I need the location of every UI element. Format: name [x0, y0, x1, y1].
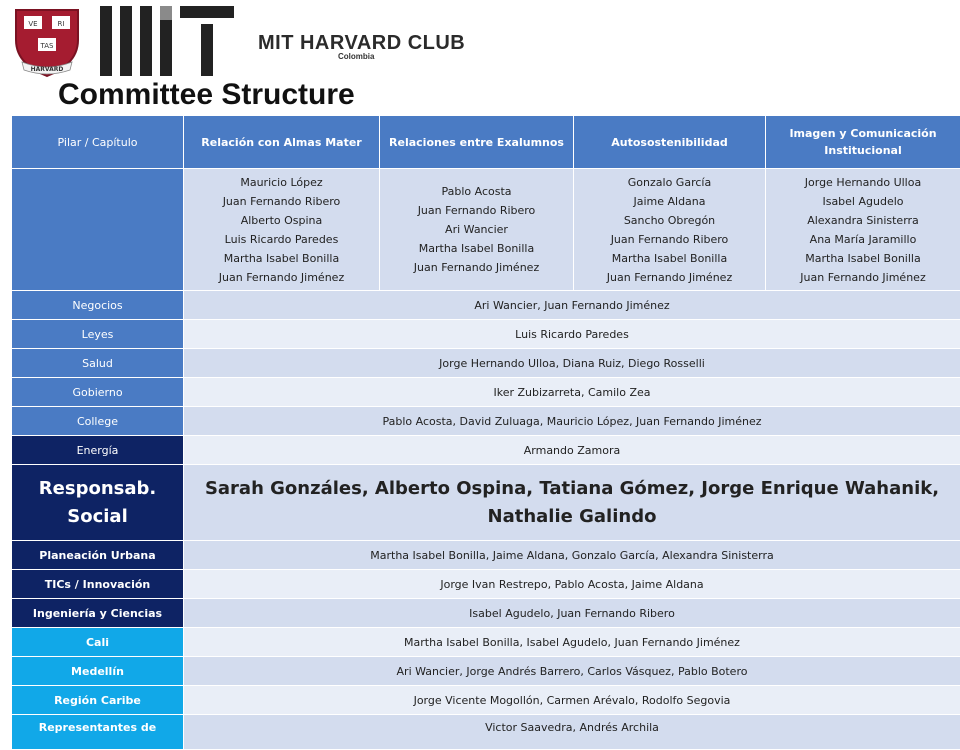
table-row — [12, 320, 960, 349]
row-label: Cali — [12, 628, 184, 657]
member-list: Gonzalo García Jaime Aldana Sancho Obregón Juan Fernando Ribero Martha Isabel Bonilla Juan Fernando Jiménez — [574, 169, 766, 291]
table-header-row — [12, 116, 960, 169]
row-label: Negocios — [12, 291, 184, 320]
row-label: Ingeniería y Ciencias — [12, 599, 184, 628]
row-label: Medellín — [12, 657, 184, 686]
club-title: MIT HARVARD CLUB — [258, 32, 465, 55]
table-row — [12, 407, 960, 436]
slide-header — [0, 0, 960, 115]
column-header: Relaciones entre Exalumnos — [380, 116, 574, 169]
table-row — [12, 436, 960, 465]
row-value: Jorge Hernando Ulloa, Diana Ruiz, Diego Rosselli — [184, 349, 960, 378]
row-label: Energía — [12, 436, 184, 465]
row-value: Armando Zamora — [184, 436, 960, 465]
table-row — [12, 541, 960, 570]
member-list: Pablo Acosta Juan Fernando Ribero Ari Wancier Martha Isabel Bonilla Juan Fernando Jiménez — [380, 169, 574, 291]
club-subtitle: Colombia — [338, 52, 374, 61]
harvard-shield-logo — [12, 6, 82, 78]
table-row — [12, 570, 960, 599]
members-row-label — [12, 169, 184, 291]
row-label: Salud — [12, 349, 184, 378]
table-row — [12, 599, 960, 628]
table-row — [12, 349, 960, 378]
row-value: Jorge Vicente Mogollón, Carmen Arévalo, Rodolfo Segovia — [184, 686, 960, 715]
row-label: Responsab. Social — [12, 465, 184, 541]
row-value: Iker Zubizarreta, Camilo Zea — [184, 378, 960, 407]
column-header: Imagen y Comunicación Institucional — [766, 116, 960, 169]
row-label: Leyes — [12, 320, 184, 349]
shield-letters-1: VE — [28, 20, 37, 28]
shield-letters-3: TAS — [40, 42, 55, 50]
members-row — [12, 169, 960, 291]
column-header: Relación con Almas Mater — [184, 116, 380, 169]
row-label: College — [12, 407, 184, 436]
row-label: Representantes de — [12, 715, 184, 750]
row-value: Martha Isabel Bonilla, Isabel Agudelo, Juan Fernando Jiménez — [184, 628, 960, 657]
member-list: Jorge Hernando Ulloa Isabel Agudelo Alexandra Sinisterra Ana María Jaramillo Martha Isabel Bonilla Juan Fernando Jiménez — [766, 169, 960, 291]
table-row — [12, 628, 960, 657]
table-row — [12, 686, 960, 715]
shield-letters-2: RI — [58, 20, 65, 28]
table-row — [12, 291, 960, 320]
row-value: Pablo Acosta, David Zuluaga, Mauricio López, Juan Fernando Jiménez — [184, 407, 960, 436]
shield-banner: HARVARD — [31, 66, 64, 73]
table-row — [12, 657, 960, 686]
member-list: Mauricio López Juan Fernando Ribero Alberto Ospina Luis Ricardo Paredes Martha Isabel Bonilla Juan Fernando Jiménez — [184, 169, 380, 291]
row-label: TICs / Innovación — [12, 570, 184, 599]
page-title: Committee Structure — [58, 78, 355, 112]
table-row — [12, 465, 960, 541]
committee-table — [11, 115, 960, 750]
row-label: Región Caribe — [12, 686, 184, 715]
row-value: Ari Wancier, Juan Fernando Jiménez — [184, 291, 960, 320]
row-value: Ari Wancier, Jorge Andrés Barrero, Carlos Vásquez, Pablo Botero — [184, 657, 960, 686]
row-value: Martha Isabel Bonilla, Jaime Aldana, Gonzalo García, Alexandra Sinisterra — [184, 541, 960, 570]
row-value: Isabel Agudelo, Juan Fernando Ribero — [184, 599, 960, 628]
row-value: Jorge Ivan Restrepo, Pablo Acosta, Jaime Aldana — [184, 570, 960, 599]
row-value: Sarah Gonzáles, Alberto Ospina, Tatiana Gómez, Jorge Enrique Wahanik, Nathalie Galindo — [184, 465, 960, 541]
table-row — [12, 378, 960, 407]
row-value: Luis Ricardo Paredes — [184, 320, 960, 349]
row-label: Gobierno — [12, 378, 184, 407]
column-header: Autosostenibilidad — [574, 116, 766, 169]
row-label: Planeación Urbana — [12, 541, 184, 570]
mit-logo — [100, 6, 234, 76]
row-value: Victor Saavedra, Andrés Archila — [184, 715, 960, 750]
column-header: Pilar / Capítulo — [12, 116, 184, 169]
